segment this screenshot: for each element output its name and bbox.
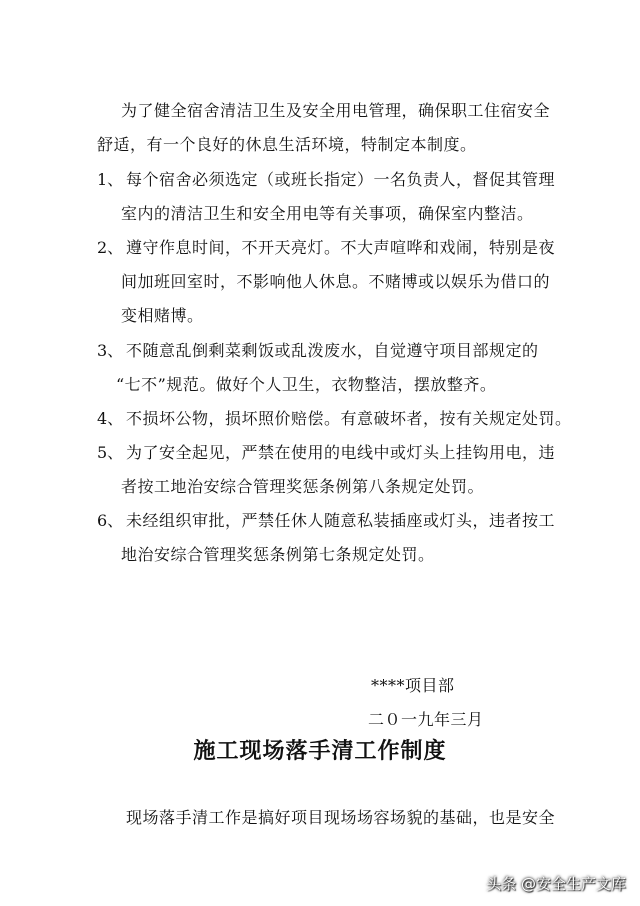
- section-title: 施工现场落手清工作制度: [193, 739, 447, 764]
- item-3-line-2: “七不”规范。做好个人卫生，衣物整洁，摆放整齐。: [116, 375, 497, 394]
- item-2-line-1: 遵守作息时间，不开天亮灯。不大声喧哗和戏闹，特别是夜: [126, 238, 556, 257]
- item-2-line-3: 变相赌博。: [121, 306, 204, 325]
- section-intro-line-1: 现场落手清工作是搞好项目现场场容场貌的基础，也是安全: [126, 808, 556, 827]
- intro-line-2: 舒适，有一个良好的休息生活环境，特制定本制度。: [97, 135, 477, 154]
- item-6-number: 6、: [97, 511, 124, 530]
- item-5-line-1: 为了安全起见，严禁在使用的电线中或灯头上挂钩用电，违: [126, 443, 556, 462]
- item-6-line-2: 地治安综合管理奖惩条例第七条规定处罚。: [121, 545, 435, 564]
- item-2-number: 2、: [97, 238, 124, 257]
- item-2-line-2: 间加班回室时，不影响他人休息。不赌博或以娱乐为借口的: [121, 272, 551, 291]
- item-1-line-2: 室内的清洁卫生和安全用电等有关事项，确保室内整洁。: [121, 204, 534, 223]
- item-3-number: 3、: [97, 341, 124, 360]
- intro-line-1: 为了健全宿舍清洁卫生及安全用电管理，确保职工住宿安全: [121, 101, 551, 120]
- item-4-line-1: 不损坏公物，损坏照价赔偿。有意破坏者，按有关规定处罚。: [126, 409, 572, 428]
- item-6-line-1: 未经组织审批，严禁任休人随意私装插座或灯头，违者按工: [126, 511, 556, 530]
- signature-date: 二０一九年三月: [368, 710, 484, 729]
- item-1-number: 1、: [97, 170, 124, 189]
- item-5-line-2: 者按工地治安综合管理奖惩条例第八条规定处罚。: [121, 477, 485, 496]
- item-5-number: 5、: [97, 443, 124, 462]
- item-4-number: 4、: [97, 409, 124, 428]
- item-3-line-1: 不随意乱倒剩菜剩饭或乱泼废水，自觉遵守项目部规定的: [126, 341, 539, 360]
- signature-department: ****项目部: [371, 676, 455, 695]
- item-1-line-1: 每个宿舍必须选定（或班长指定）一名负责人，督促其管理: [126, 170, 556, 189]
- watermark: 头条 @安全生产文库: [486, 875, 626, 893]
